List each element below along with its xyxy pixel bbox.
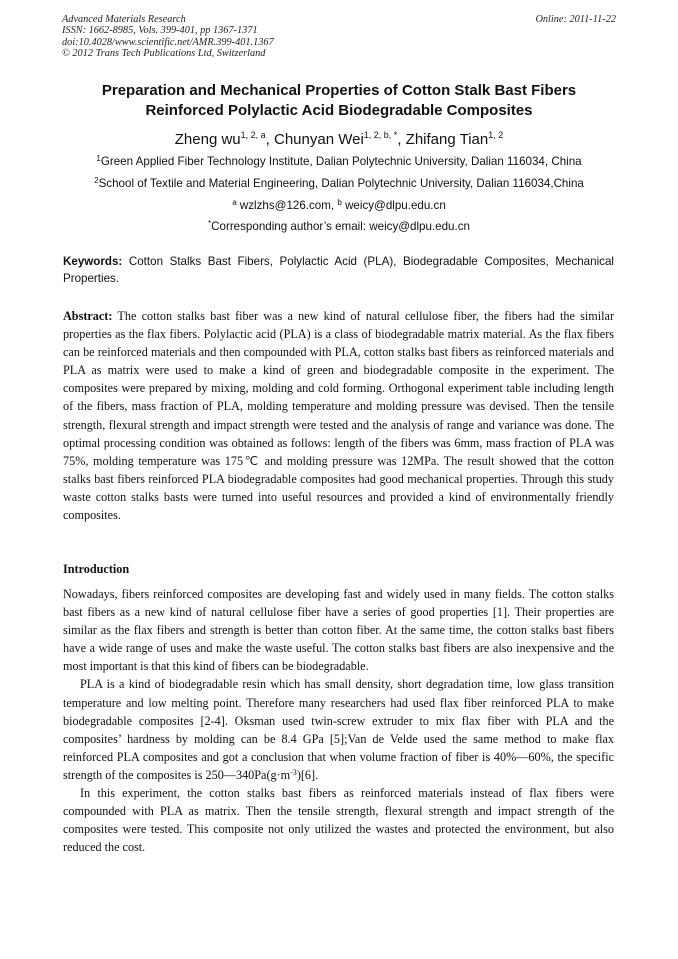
affiliation-marker: 1	[96, 154, 101, 163]
author-affiliation-marker: 1, 2	[488, 130, 504, 140]
paragraph-text: PLA is a kind of biodegradable resin which has small density, short degradation time, low glass transition temperature and low melting point. Therefore many researchers had used flax fiber reinforced PLA to make biodegradable composites [2-4]. Oksman used twin-screw extruder to mix flax fiber with PLA and the composites’ hardness by molding can be 8.4 GPa [5];Van de Velde used the same method to make flax reinforced PLA composites and got a conclusion that when volume fraction of fiber is 40%—60%, the specific strength of the composites is 250—340Pa(g·m	[63, 677, 614, 782]
abstract	[63, 307, 614, 524]
author-affiliation-marker: 1, 2, a	[240, 130, 266, 140]
abstract-label: Abstract:	[63, 309, 113, 323]
email-marker: a	[232, 198, 237, 207]
paragraph	[63, 675, 614, 784]
corresponding-email: Corresponding author’s email: weicy@dlpu.edu.cn	[211, 220, 470, 233]
title-line-1: Preparation and Mechanical Properties of Cotton Stalk Bast Fibers	[101, 82, 577, 99]
affiliation-text: Green Applied Fiber Technology Institute, Dalian Polytechnic University, Dalian 116034, China	[100, 155, 582, 168]
introduction-body	[63, 585, 614, 856]
author-name: Zhifang Tian	[405, 131, 489, 148]
email-b[interactable]: weicy@dlpu.edu.cn	[345, 199, 446, 212]
section-heading: Introduction	[63, 562, 130, 576]
journal-copyright: © 2012 Trans Tech Publications Ltd, Switzerland	[62, 48, 266, 60]
abstract-text: The cotton stalks bast fiber was a new kind of natural cellulose fiber, the fibers had the similar properties as the flax fibers. Polylactic acid (PLA) is a class of biodegradable matrix material. As the flax fibers can be reinforced materials and then compounded with PLA, cotton stalks bast fibers as reinforced materials and PLA as matrix were used to make a kind of green and biodegradable composite in the experiment. The composites were prepared by mixing, molding and cold forming. Orthogonal experiment table including length of the fibers, mass fraction of PLA, molding temperature and molding pressure was devised. Then the tensile strength, flexural strength and impact strength were tested and the analysis of range and variance was done. The optimal processing condition was obtained as follows: length of the fibers was 6mm, mass fraction of PLA was 75%, molding temperature was 175℃ and molding pressure was 12MPa. The result showed that the cotton stalks bast fibers reinforced PLA biodegradable composites had good mechanical properties. Through this study waste cotton stalks basts were turned into useful resources and provided a kind of environmentally friendly composites.	[63, 309, 614, 523]
paragraph-text: )[6].	[296, 767, 319, 782]
online-date: Online: 2011-11-22	[535, 14, 616, 25]
email-marker: b	[337, 198, 342, 207]
keywords-text: Cotton Stalks Bast Fibers, Polylactic Acid (PLA), Biodegradable Composites, Mechanical Properties.	[63, 255, 614, 285]
affiliation	[40, 152, 638, 169]
keywords-label: Keywords:	[63, 255, 123, 268]
journal-doi[interactable]: doi:10.4028/www.scientific.net/AMR.399-401.1367	[62, 36, 274, 48]
author-separator: ,	[397, 131, 406, 148]
keywords	[63, 253, 614, 287]
author-name: Zheng wu	[174, 131, 241, 148]
paragraph: In this experiment, the cotton stalks bast fibers as reinforced materials instead of flax fibers were compounded with PLA as matrix. Then the tensile strength, flexural strength and impact strength of the composites were tested. This composite not only utilized the wastes and protected the environment, but also reduced the cost.	[63, 786, 614, 855]
journal-issn: ISSN: 1662-8985, Vols. 399-401, pp 1367-1371	[62, 25, 258, 37]
author-separator: ,	[265, 131, 274, 148]
journal-info	[62, 14, 274, 60]
email-a[interactable]: wzlzhs@126.com,	[239, 199, 335, 212]
affiliation-text: School of Textile and Material Engineering, Dalian Polytechnic University, Dalian 116034,China	[98, 177, 584, 190]
journal-name: Advanced Materials Research	[62, 14, 186, 25]
unit-exponent: -3	[290, 767, 297, 777]
paragraph: Nowadays, fibers reinforced composites are developing fast and widely used in many fields. The cotton stalks bast fibers as a new kind of natural cellulose fiber have a series of good properties [1]. Their properties are similar as the flax fibers and strength is better than cotton fiber. At the same time, the cotton stalks bast fibers have a wide range of uses and make the waste useful. The cotton stalks bast fibers are also inexpensive and the most important is that this kind of fibers can be biodegradable.	[63, 587, 614, 674]
corresponding-author	[40, 217, 638, 234]
affiliation	[40, 174, 638, 191]
affiliation-marker: 2	[94, 176, 99, 185]
author-name: Chunyan Wei	[274, 131, 364, 148]
paper-title	[40, 81, 638, 121]
author-list	[40, 125, 638, 150]
email-line	[40, 196, 638, 213]
corresponding-marker: *	[208, 219, 212, 228]
author-affiliation-marker: 1, 2, b, *	[363, 130, 398, 140]
title-line-2: Reinforced Polylactic Acid Biodegradable Composites	[145, 102, 533, 119]
